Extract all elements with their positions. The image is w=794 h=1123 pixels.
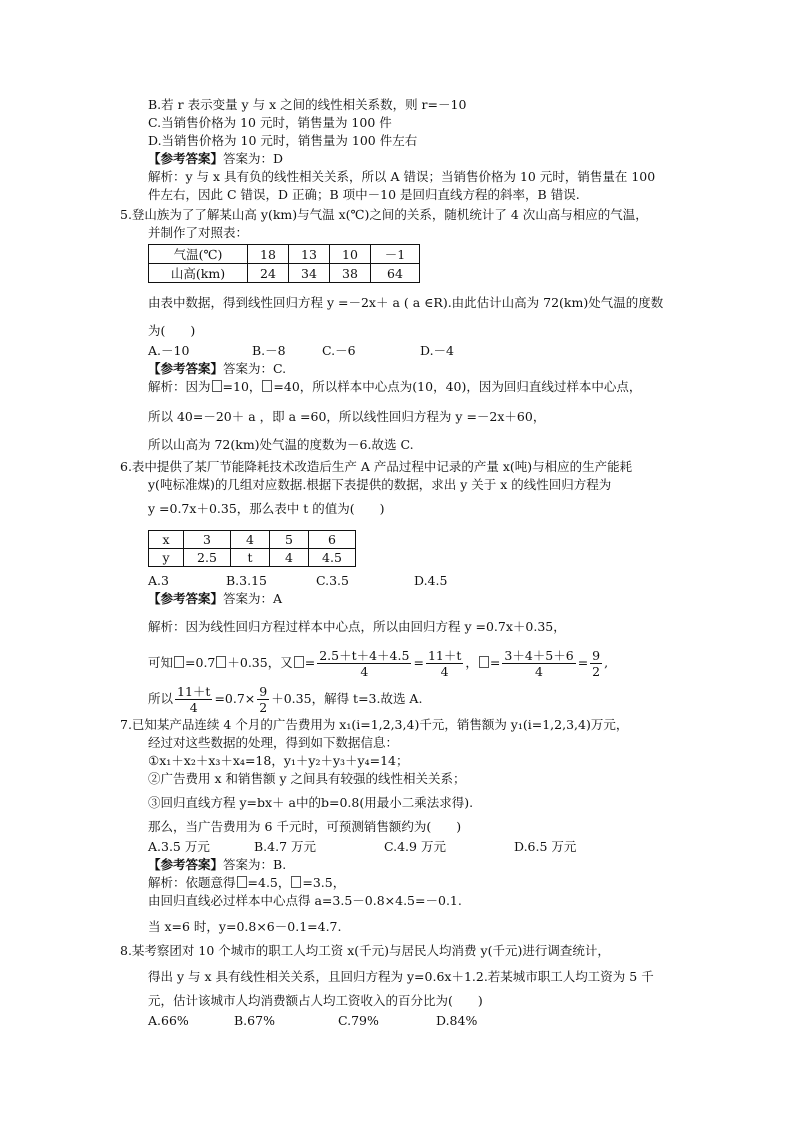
q7-options bbox=[148, 838, 576, 856]
option-b: B.67% bbox=[234, 1013, 275, 1028]
q7-stem-line2: 经过对这些数据的处理，得到如下数据信息： bbox=[148, 735, 399, 750]
x-bar-glyph-icon bbox=[212, 380, 222, 392]
q6-explanation-line3 bbox=[148, 682, 422, 716]
q6-explanation-line2: 可知 =0.7 ＋0.35，又 = $\frac{2.5+t+4+4.5}{4}$ = $\frac{11+t}{4}$ ， = $\frac{3+4+5+6}{4}$ = $\frac{9}{2}$ , bbox=[148, 648, 609, 679]
q6-options bbox=[148, 572, 447, 590]
option-b: B.4.7 万元 bbox=[254, 839, 317, 854]
x-bar-glyph-icon bbox=[216, 656, 226, 668]
q8-stem-line3: 元，估计该城市人均消费额占人均工资收入的百分比为( ) bbox=[148, 993, 483, 1008]
q8-stem-line1: 8.某考察团对 10 个城市的职工人均工资 x(千元)与居民人均消费 y(千元)进行调查统计， bbox=[120, 943, 610, 958]
fraction bbox=[590, 648, 602, 679]
y-bar-glyph-icon bbox=[262, 380, 272, 392]
option-c: C.79% bbox=[338, 1013, 379, 1028]
option-a: A.66% bbox=[148, 1013, 189, 1028]
q8-stem-line2: 得出 y 与 x 具有线性相关关系，且回归方程为 y=0.6x＋1.2.若某城市职工人均工资为 5 千 bbox=[148, 969, 654, 984]
denominator: 4 bbox=[535, 664, 543, 679]
q5-table bbox=[148, 244, 420, 283]
denominator: 4 bbox=[189, 700, 198, 715]
q5-answer bbox=[148, 360, 286, 378]
q7-info-1: ①x₁＋x₂＋x₃＋x₄=18，y₁＋y₂＋y₃＋y₄=14； bbox=[148, 753, 409, 768]
option-a: A.－10 bbox=[148, 343, 190, 358]
table-cell: 气温(℃) bbox=[149, 245, 248, 264]
q5-question-mark: 为( ) bbox=[148, 323, 196, 338]
q7-answer bbox=[148, 856, 286, 874]
q8-options bbox=[148, 1012, 477, 1030]
table-cell: 6 bbox=[309, 531, 356, 549]
answer-label: 【参考答案】 bbox=[148, 151, 224, 166]
table-cell: 5 bbox=[270, 531, 309, 549]
q7-info-2: ②广告费用 x 和销售额 y 之间具有较强的线性相关关系； bbox=[148, 771, 466, 786]
text: ， bbox=[465, 655, 478, 670]
answer-text: 答案为：C. bbox=[223, 361, 287, 376]
table-cell: 2.5 bbox=[184, 549, 231, 567]
table-cell: 24 bbox=[248, 264, 289, 283]
text: =3.5， bbox=[302, 875, 346, 890]
table-row bbox=[149, 245, 420, 264]
table-cell: 38 bbox=[330, 264, 371, 283]
fraction bbox=[502, 648, 575, 679]
fraction bbox=[426, 648, 463, 679]
q5-explanation-line3: 所以山高为 72(km)处气温的度数为－6.故选 C. bbox=[148, 437, 414, 452]
option-c: C.－6 bbox=[322, 343, 356, 358]
q4-option-b: B.若 r 表示变量 y 与 x 之间的线性相关系数，则 r=－10 bbox=[148, 97, 467, 112]
q7-stem-line3: 那么，当广告费用为 6 千元时，可预测销售额约为( ) bbox=[148, 819, 462, 834]
table-cell: 山高(km) bbox=[149, 264, 248, 283]
text: 可知 bbox=[148, 655, 174, 670]
q4-option-c: C.当销售价格为 10 元时，销售量为 100 件 bbox=[148, 115, 392, 130]
answer-text: 答案为：A bbox=[223, 591, 283, 606]
option-b: B.－8 bbox=[252, 343, 286, 358]
q6-explanation-line1: 解析：因为线性回归方程过样本中心点，所以由回归方程 y =0.7x＋0.35， bbox=[148, 619, 566, 634]
q6-answer bbox=[148, 590, 282, 608]
text: =40，所以样本中心点为(10，40)，因为回归直线过样本中心点， bbox=[273, 379, 642, 394]
denominator: 4 bbox=[440, 664, 449, 679]
answer-label: 【参考答案】 bbox=[148, 591, 224, 606]
q6-stem-line1: 6.表中提供了某厂节能降耗技术改造后生产 A 产品过程中记录的产量 x(吨)与相应的生产能耗 bbox=[120, 459, 633, 474]
q5-explanation-line1 bbox=[148, 378, 641, 396]
answer-label: 【参考答案】 bbox=[148, 361, 224, 376]
answer-label: 【参考答案】 bbox=[148, 857, 224, 872]
q6-table bbox=[148, 530, 356, 567]
q5-stem-line1: 5.登山族为了了解某山高 y(km)与气温 x(℃)之间的关系，随机统计了 4 次山高与相应的气温， bbox=[120, 207, 648, 222]
text: =10， bbox=[222, 379, 262, 394]
q7-explanation-line2: 由回归直线必过样本中心点得 a=3.5－0.8×4.5=－0.1. bbox=[148, 893, 462, 908]
x-bar-glyph-icon bbox=[479, 656, 489, 668]
q5-options bbox=[148, 342, 454, 360]
table-cell: 4 bbox=[270, 549, 309, 567]
table-cell: 3 bbox=[184, 531, 231, 549]
y-bar-glyph-icon bbox=[291, 876, 301, 888]
table-cell: 64 bbox=[371, 264, 420, 283]
table-cell: y bbox=[149, 549, 184, 567]
numerator: 9 bbox=[592, 648, 601, 663]
fraction bbox=[257, 684, 269, 715]
q6-stem-line3: y =0.7x＋0.35，那么表中 t 的值为( ) bbox=[148, 501, 385, 516]
y-bar-glyph-icon bbox=[174, 656, 184, 668]
table-cell: 10 bbox=[330, 245, 371, 264]
option-c: C.4.9 万元 bbox=[384, 839, 446, 854]
q7-stem-line1: 7.已知某产品连续 4 个月的广告费用为 x₁(i=1,2,3,4)千元，销售额为 y₁(i=1,2,3,4)万元， bbox=[120, 717, 629, 732]
text: 解析：因为 bbox=[148, 379, 211, 394]
fraction bbox=[317, 648, 411, 679]
table-row bbox=[149, 531, 356, 549]
text: ＋0.35，解得 t=3.故选 A. bbox=[271, 691, 423, 706]
option-d: D.6.5 万元 bbox=[514, 839, 577, 854]
option-a: A.3 bbox=[148, 573, 169, 588]
text: =0.7 bbox=[185, 655, 216, 670]
table-row bbox=[149, 549, 356, 567]
table-cell: 34 bbox=[289, 264, 330, 283]
denominator: 2 bbox=[259, 700, 268, 715]
q4-answer bbox=[148, 150, 283, 168]
q4-option-d: D.当销售价格为 10 元时，销售量为 100 件左右 bbox=[148, 133, 418, 148]
text: =0.7× bbox=[214, 691, 256, 706]
q6-stem-line2: y(吨标准煤)的几组对应数据.根据下表提供的数据，求出 y 关于 x 的线性回归方程为 bbox=[148, 477, 612, 492]
y-bar-glyph-icon bbox=[294, 656, 304, 668]
q7-explanation-line1 bbox=[148, 874, 345, 892]
q4-explanation-line2: 件左右，因此 C 错误，D 正确；B 项中－10 是回归直线方程的斜率，B 错误. bbox=[148, 187, 580, 202]
denominator: 4 bbox=[360, 664, 369, 679]
option-d: D.－4 bbox=[420, 343, 455, 358]
numerator: 9 bbox=[259, 684, 268, 699]
text: ＋0.35，又 bbox=[227, 655, 293, 670]
table-cell: 4.5 bbox=[309, 549, 356, 567]
answer-text: 答案为：D bbox=[223, 151, 284, 166]
q5-explanation-line2: 所以 40=－20＋ a ，即 a =60，所以线性回归方程为 y =－2x＋60， bbox=[148, 409, 546, 424]
numerator: 11＋t bbox=[427, 648, 462, 663]
option-b: B.3.15 bbox=[226, 573, 267, 588]
table-row bbox=[149, 264, 420, 283]
q7-info-3: ③回归直线方程 y=bx＋ a中的b=0.8(用最小二乘法求得). bbox=[148, 795, 474, 810]
text: 解析：依题意得 bbox=[148, 875, 236, 890]
text: = bbox=[304, 655, 316, 670]
table-cell: －1 bbox=[371, 245, 420, 264]
denominator: 2 bbox=[592, 664, 601, 679]
fraction bbox=[175, 684, 212, 715]
text: 所以 bbox=[148, 691, 174, 706]
option-a: A.3.5 万元 bbox=[148, 839, 210, 854]
q7-explanation-line3: 当 x=6 时，y=0.8×6－0.1=4.7. bbox=[148, 919, 342, 934]
table-cell: 18 bbox=[248, 245, 289, 264]
text: =4.5， bbox=[247, 875, 291, 890]
x-bar-glyph-icon bbox=[237, 876, 247, 888]
q5-stem-line2: 并制作了对照表： bbox=[148, 225, 249, 240]
table-cell: 13 bbox=[289, 245, 330, 264]
answer-text: 答案为：B. bbox=[223, 857, 287, 872]
option-d: D.84% bbox=[436, 1013, 478, 1028]
numerator: 3＋4＋5＋6 bbox=[504, 648, 574, 663]
numerator: 2.5＋t＋4＋4.5 bbox=[319, 648, 410, 663]
table-cell: 4 bbox=[231, 531, 270, 549]
q5-regression-line: 由表中数据，得到线性回归方程 y =－2x＋ a ( a ∈R).由此估计山高为 72(km)处气温的度数 bbox=[148, 295, 664, 310]
q4-explanation-line1: 解析：y 与 x 具有负的线性相关关系，所以 A 错误；当销售价格为 10 元时，销售量在 100 bbox=[148, 169, 656, 184]
table-cell: x bbox=[149, 531, 184, 549]
option-c: C.3.5 bbox=[316, 573, 349, 588]
table-cell: t bbox=[231, 549, 270, 567]
numerator: 11＋t bbox=[177, 684, 211, 699]
option-d: D.4.5 bbox=[414, 573, 448, 588]
